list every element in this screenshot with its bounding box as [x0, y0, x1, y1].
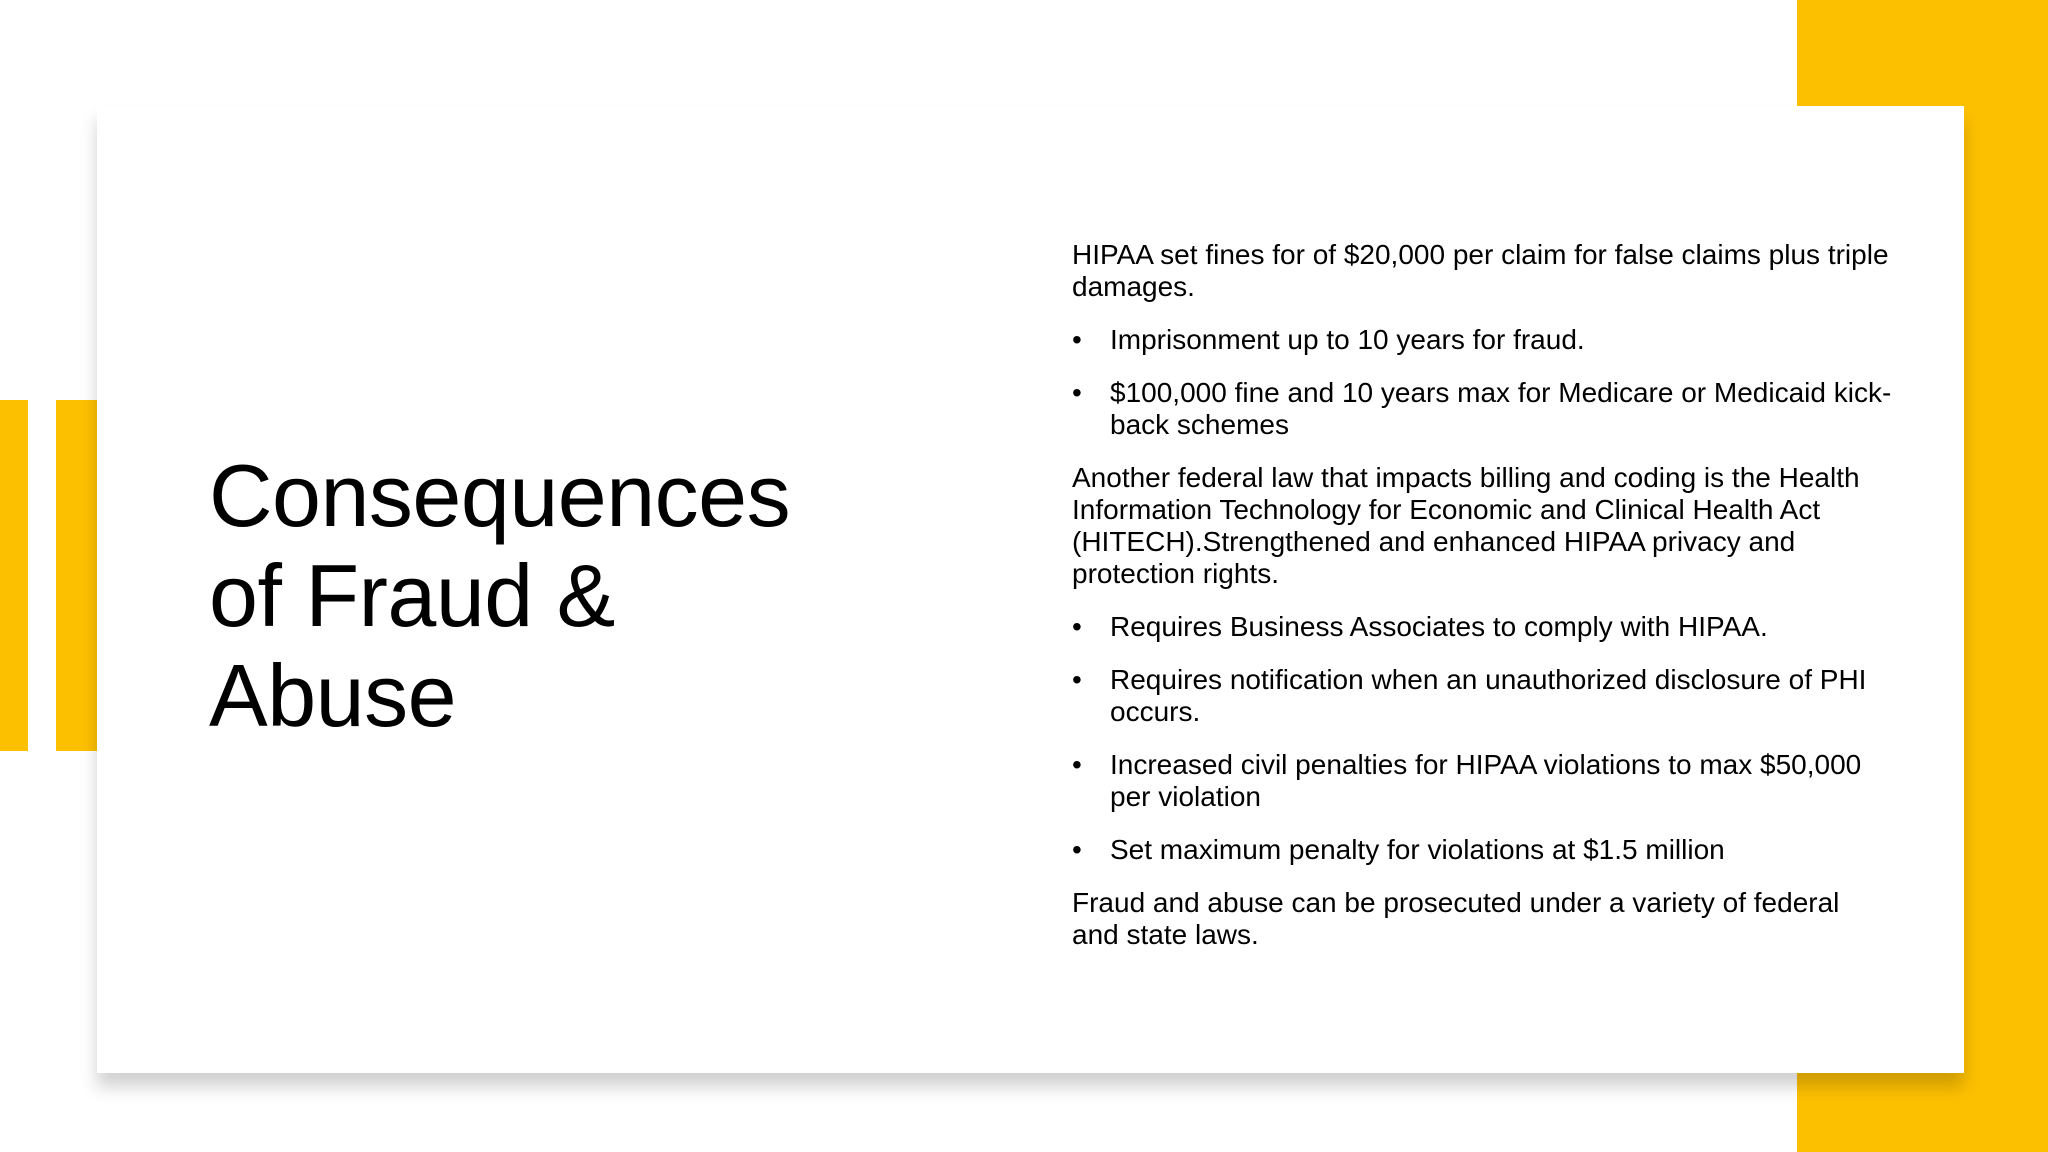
- bullet-text: Increased civil penalties for HIPAA violations to max $50,000 per violation: [1110, 749, 1862, 812]
- bullet-item: [1072, 611, 1892, 643]
- bullet-dot: •: [1072, 749, 1082, 780]
- bullet-dot: •: [1072, 664, 1082, 695]
- bullet-dot: •: [1072, 324, 1082, 355]
- body-paragraph: Fraud and abuse can be prosecuted under a variety of federal and state laws.: [1072, 887, 1840, 950]
- accent-bar-left-inner: [56, 400, 97, 751]
- title-line: Abuse: [209, 646, 457, 745]
- body-paragraph: HIPAA set fines for of $20,000 per claim for false claims plus triple damages.: [1072, 239, 1889, 302]
- bullet-dot: •: [1072, 611, 1082, 642]
- slide-title: [209, 446, 909, 746]
- bullet-item: [1072, 377, 1892, 441]
- bullet-dot: •: [1072, 377, 1082, 408]
- bullet-item: [1072, 664, 1892, 728]
- slide-body: [1072, 239, 1892, 972]
- bullet-text: Requires Business Associates to comply with HIPAA.: [1110, 611, 1768, 642]
- bullet-item: [1072, 324, 1892, 356]
- bullet-item: [1072, 834, 1892, 866]
- bullet-text: Imprisonment up to 10 years for fraud.: [1110, 324, 1585, 355]
- bullet-item: [1072, 749, 1892, 813]
- accent-bar-left-outer: [0, 400, 28, 751]
- bullet-text: Set maximum penalty for violations at $1.5 million: [1110, 834, 1725, 865]
- bullet-text: $100,000 fine and 10 years max for Medicare or Medicaid kick-back schemes: [1110, 377, 1892, 440]
- title-line: Consequences: [209, 446, 791, 545]
- title-line: of Fraud &: [209, 546, 615, 645]
- bullet-dot: •: [1072, 834, 1082, 865]
- body-paragraph: Another federal law that impacts billing and coding is the Health Information Technology for Economic and Clinical Health Act (HITECH).Strengthened and enhanced HIPAA privacy and protection rights.: [1072, 462, 1860, 589]
- bullet-text: Requires notification when an unauthorized disclosure of PHI occurs.: [1110, 664, 1867, 727]
